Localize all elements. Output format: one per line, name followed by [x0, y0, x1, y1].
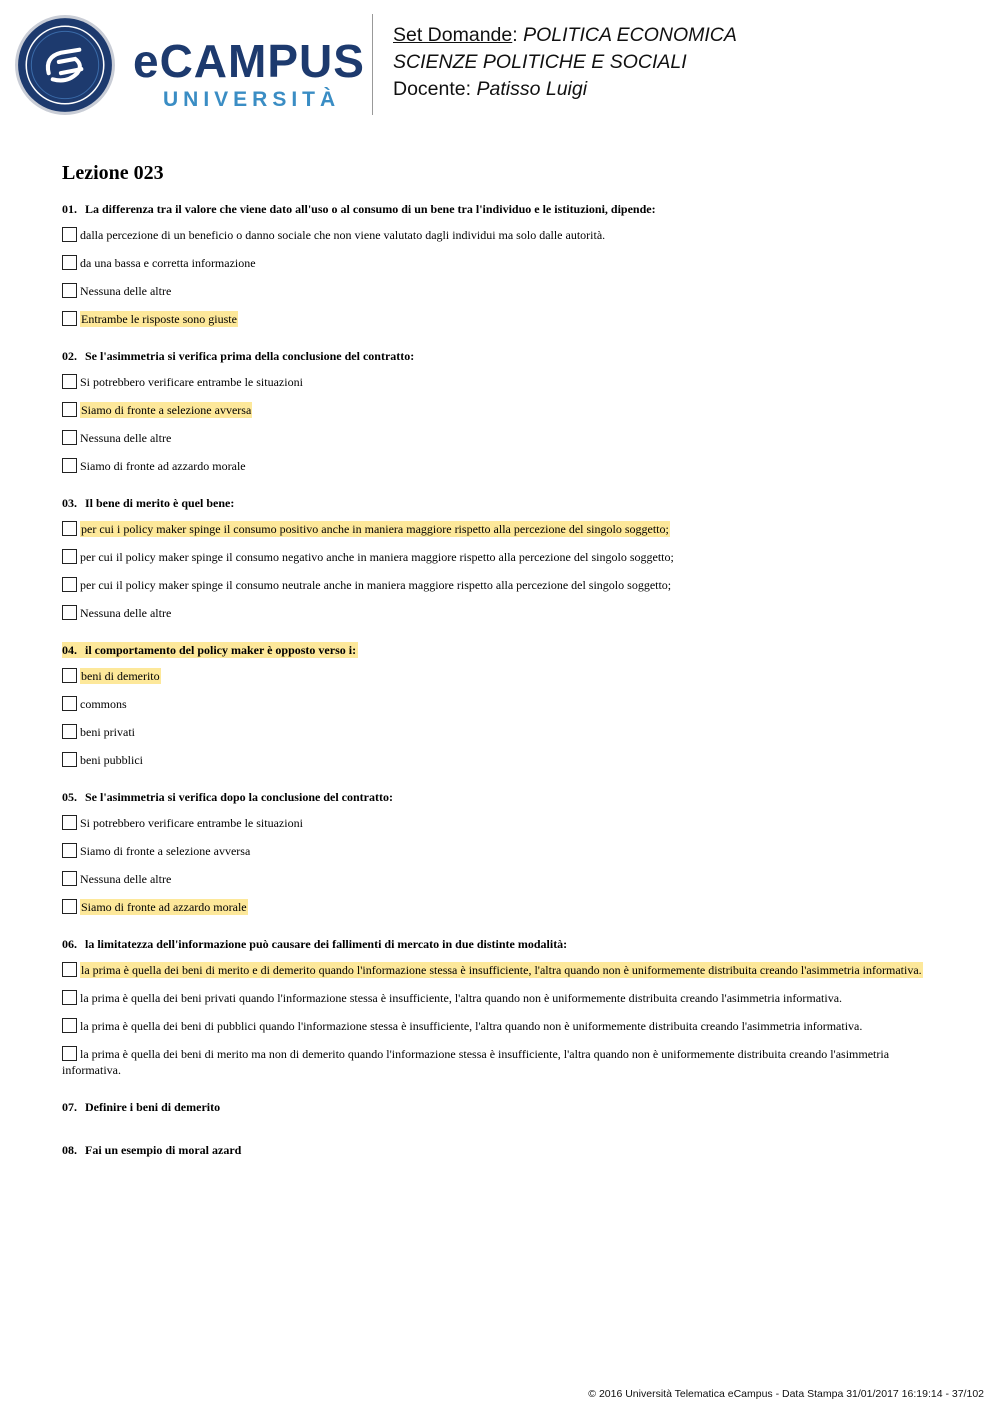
answer-option	[62, 283, 942, 299]
option-text-highlighted: Siamo di fronte a selezione avversa	[81, 403, 252, 417]
answer-option	[62, 577, 942, 593]
question-number: 06.	[62, 937, 77, 951]
question-number: 01.	[62, 202, 77, 216]
ecampus-wordmark	[133, 35, 365, 112]
answer-checkbox[interactable]	[62, 458, 77, 473]
answer-option-correct	[62, 962, 942, 978]
question-title	[62, 495, 942, 511]
option-text: Siamo di fronte ad azzardo morale	[80, 459, 246, 473]
answer-option	[62, 1046, 942, 1078]
option-text: dalla percezione di un beneficio o danno sociale che non viene valutato dagli individui ma solo dalle autorità.	[80, 228, 606, 242]
answer-checkbox[interactable]	[62, 1018, 77, 1033]
answer-checkbox[interactable]	[62, 990, 77, 1005]
main-content	[62, 158, 942, 1185]
question-04	[62, 642, 942, 768]
question-title	[62, 201, 942, 217]
question-title-highlighted	[62, 642, 358, 658]
answer-checkbox[interactable]	[62, 815, 77, 830]
answer-option-correct	[62, 311, 942, 327]
option-text: commons	[80, 697, 127, 711]
answer-option-correct	[62, 521, 942, 537]
option-text: Nessuna delle altre	[80, 431, 172, 445]
option-text-highlighted: Entrambe le risposte sono giuste	[81, 312, 237, 326]
answer-checkbox[interactable]	[62, 374, 77, 389]
option-text-highlighted: Siamo di fronte ad azzardo morale	[81, 900, 247, 914]
answer-option	[62, 752, 942, 768]
answer-option	[62, 374, 942, 390]
answer-option	[62, 1018, 942, 1034]
teacher-line	[393, 76, 737, 103]
set-label: Set Domande	[393, 24, 513, 46]
option-text: la prima è quella dei beni di merito ma non di demerito quando l'informazione stessa è insufficiente, l'altra quando non è uniformemente distribuita creando l'asimmetria informativa.	[62, 1047, 890, 1077]
answer-checkbox[interactable]	[62, 1046, 77, 1061]
ecampus-emblem-logo	[14, 14, 116, 116]
question-02	[62, 348, 942, 474]
question-text: la limitatezza dell'informazione può causare dei fallimenti di mercato in due distinte modalità:	[85, 937, 568, 951]
answer-option-correct	[62, 899, 942, 915]
option-text: Si potrebbero verificare entrambe le situazioni	[80, 816, 303, 830]
option-text: beni privati	[80, 725, 135, 739]
question-number: 07.	[62, 1100, 77, 1114]
header-info	[393, 22, 737, 103]
question-03	[62, 495, 942, 621]
option-text-highlighted: per cui i policy maker spinge il consumo positivo anche in maniera maggiore rispetto alla percezione del singolo soggetto;	[81, 522, 669, 536]
question-number: 08.	[62, 1143, 77, 1157]
question-number: 05.	[62, 790, 77, 804]
option-text: Nessuna delle altre	[80, 872, 172, 886]
option-text: beni pubblici	[80, 753, 143, 767]
brand-main: eCAMPUS	[133, 35, 365, 87]
option-text: Nessuna delle altre	[80, 606, 172, 620]
answer-checkbox[interactable]	[62, 752, 77, 767]
option-text-highlighted: beni di demerito	[81, 669, 160, 683]
answer-option	[62, 696, 942, 712]
set-value: POLITICA ECONOMICA	[523, 24, 737, 46]
option-text-highlighted: la prima è quella dei beni di merito e di demerito quando l'informazione stessa è insufficiente, l'altra quando non è uniformemente distribuita creando l'asimmetria informativa.	[81, 963, 922, 977]
question-text: La differenza tra il valore che viene dato all'uso o al consumo di un bene tra l'individuo e le istituzioni, dipende:	[85, 202, 656, 216]
set-line: Set Domande: POLITICA ECONOMICA	[393, 24, 737, 46]
question-title	[62, 348, 942, 364]
answer-checkbox[interactable]	[62, 871, 77, 886]
option-text: Nessuna delle altre	[80, 284, 172, 298]
answer-checkbox[interactable]	[62, 402, 77, 417]
faculty: SCIENZE POLITICHE E SOCIALI	[393, 51, 687, 73]
question-title	[62, 642, 942, 658]
option-text: Siamo di fronte a selezione avversa	[80, 844, 251, 858]
question-text: Definire i beni di demerito	[85, 1100, 221, 1114]
question-number: 02.	[62, 349, 77, 363]
answer-option	[62, 227, 942, 243]
option-text: la prima è quella dei beni privati quando l'informazione stessa è insufficiente, l'altra quando non è uniformemente distribuita creando l'asimmetria informativa.	[80, 991, 843, 1005]
option-text: da una bassa e corretta informazione	[80, 256, 256, 270]
answer-option	[62, 605, 942, 621]
answer-checkbox[interactable]	[62, 724, 77, 739]
answer-checkbox[interactable]	[62, 227, 77, 242]
lesson-title: Lezione 023	[62, 162, 164, 184]
option-text: Si potrebbero verificare entrambe le situazioni	[80, 375, 303, 389]
question-text: Il bene di merito è quel bene:	[85, 496, 235, 510]
answer-checkbox[interactable]	[62, 430, 77, 445]
header-divider	[372, 14, 373, 115]
answer-option	[62, 549, 942, 565]
answer-checkbox[interactable]	[62, 899, 77, 914]
question-text: il comportamento del policy maker è opposto verso i:	[85, 643, 357, 657]
question-title	[62, 789, 942, 805]
answer-option-correct	[62, 402, 942, 418]
question-01	[62, 201, 942, 327]
answer-checkbox[interactable]	[62, 668, 77, 683]
question-07	[62, 1099, 942, 1115]
page-footer: © 2016 Università Telematica eCampus - Data Stampa 31/01/2017 16:19:14 - 37/102	[588, 1388, 984, 1400]
answer-option	[62, 871, 942, 887]
question-number: 03.	[62, 496, 77, 510]
answer-option	[62, 990, 942, 1006]
answer-checkbox[interactable]	[62, 696, 77, 711]
answer-option	[62, 843, 942, 859]
question-number: 04.	[62, 643, 77, 657]
teacher-label: Docente:	[393, 78, 472, 100]
question-title	[62, 936, 942, 952]
page-header	[0, 0, 1000, 130]
answer-checkbox[interactable]	[62, 255, 77, 270]
answer-checkbox[interactable]	[62, 577, 77, 592]
teacher-name: Patisso Luigi	[476, 78, 588, 100]
question-08	[62, 1142, 942, 1158]
question-05	[62, 789, 942, 915]
answer-checkbox[interactable]	[62, 843, 77, 858]
answer-option	[62, 430, 942, 446]
answer-checkbox[interactable]	[62, 605, 77, 620]
answer-checkbox[interactable]	[62, 311, 77, 326]
question-06	[62, 936, 942, 1078]
answer-checkbox[interactable]	[62, 283, 77, 298]
answer-option	[62, 815, 942, 831]
question-text: Se l'asimmetria si verifica dopo la conclusione del contratto:	[85, 790, 393, 804]
brand-sub: UNIVERSITÀ	[163, 88, 341, 111]
option-text: la prima è quella dei beni di pubblici quando l'informazione stessa è insufficiente, l'altra quando non è uniformemente distribuita creando l'asimmetria informativa.	[80, 1019, 863, 1033]
option-text: per cui il policy maker spinge il consumo neutrale anche in maniera maggiore rispetto alla percezione del singolo soggetto;	[80, 578, 672, 592]
answer-option	[62, 458, 942, 474]
answer-option	[62, 724, 942, 740]
option-text: per cui il policy maker spinge il consumo negativo anche in maniera maggiore rispetto alla percezione del singolo soggetto;	[80, 550, 674, 564]
question-text: Se l'asimmetria si verifica prima della conclusione del contratto:	[85, 349, 415, 363]
answer-checkbox[interactable]	[62, 549, 77, 564]
answer-checkbox[interactable]	[62, 962, 77, 977]
answer-checkbox[interactable]	[62, 521, 77, 536]
answer-option	[62, 255, 942, 271]
question-text: Fai un esempio di moral azard	[85, 1143, 242, 1157]
answer-option-correct	[62, 668, 942, 684]
